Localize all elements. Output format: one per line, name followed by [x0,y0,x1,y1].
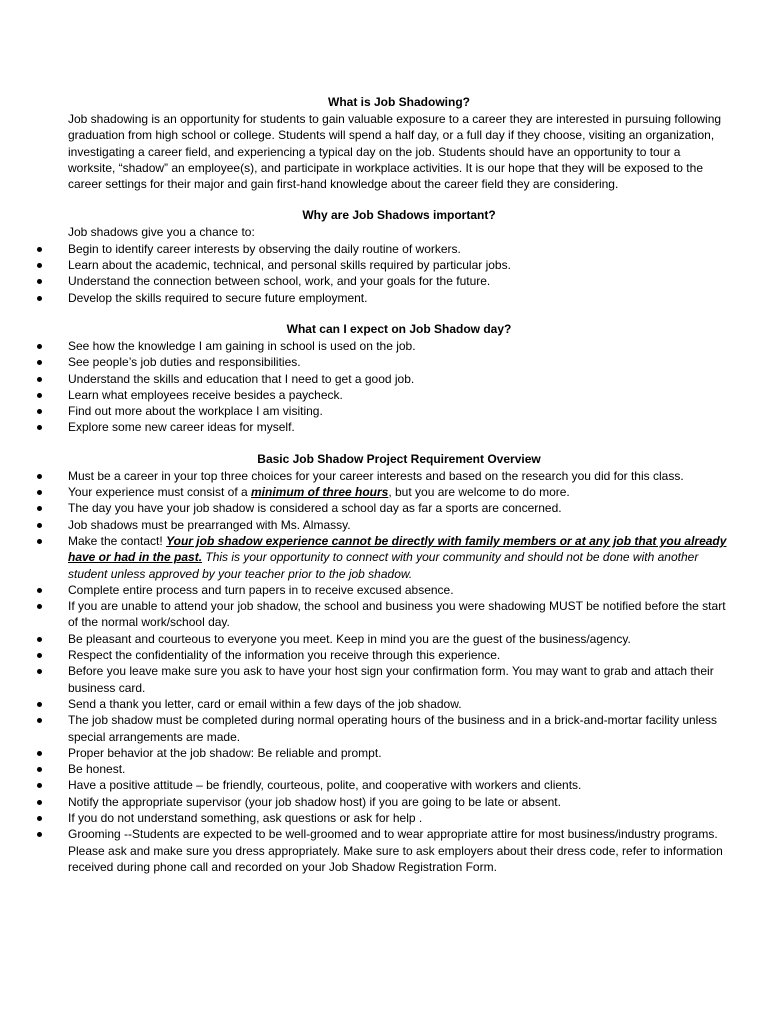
list-item-text: Have a positive attitude – be friendly, courteous, polite, and cooperative with workers and clients. [68,778,582,793]
list-item [68,354,730,370]
list-item [68,484,730,500]
bullet-icon [37,474,42,479]
list-item-text: The day you have your job shadow is considered a school day as far a sports are concerned. [68,501,562,516]
list-item-text: Must be a career in your top three choices for your career interests and based on the research you did for this class. [68,468,684,483]
bullet-icon [37,669,42,674]
list-item [68,500,730,516]
bullet-icon [37,718,42,723]
list-item [68,631,730,647]
bullet-icon [37,247,42,252]
list-item [68,273,730,289]
list-item-text: Complete entire process and turn papers in to receive excused absence. [68,582,454,597]
bullet-icon [37,800,42,805]
bullet-icon [37,767,42,772]
bullet-icon [37,702,42,707]
list-item [68,777,730,793]
list-item-text: The job shadow must be completed during normal operating hours of the business and in a brick-and-mortar facility unless special arrangements are made. [68,713,718,744]
why-section-list [68,241,730,306]
bullet-icon [37,377,42,382]
list-item [68,712,730,745]
requirements-section-list [68,468,730,875]
list-item [68,663,730,696]
emphasized-text: Your job shadow experience cannot be directly with family members or at any job that you already have or had in the past. [68,533,727,565]
list-item-text: Before you leave make sure you ask to have your host sign your confirmation form. You may want to grab and attach their business card. [68,664,714,695]
list-item [68,761,730,777]
list-item-text: Understand the skills and education that I need to get a good job. [68,371,415,386]
bullet-icon [37,279,42,284]
list-item [68,810,730,826]
list-item [68,598,730,631]
list-item-text-after: This is your opportunity to connect with your community and should not be done with another student unless approved by your teacher prior to the job shadow. [68,550,699,581]
list-item-text: Notify the appropriate supervisor (your job shadow host) if you are going to be late or absent. [68,794,561,809]
bullet-icon [37,832,42,837]
list-item-text: Respect the confidentiality of the information you receive through this experience. [68,648,501,663]
list-item [68,241,730,257]
list-item [68,533,730,582]
bullet-icon [37,604,42,609]
list-item-text: Find out more about the workplace I am visiting. [68,404,323,419]
list-item-text: Proper behavior at the job shadow: Be reliable and prompt. [68,745,382,760]
bullet-icon [37,816,42,821]
bullet-icon [37,344,42,349]
list-item-text: Grooming --Students are expected to be well-groomed and to wear appropriate attire for most business/industry programs. Please ask and make sure you dress appropriately. Make sure to ask employers about their dress code, refer to information received during phone call and recorded on your Job Shadow Registration Form. [68,827,723,874]
list-item [68,338,730,354]
bullet-icon [37,637,42,642]
document-page [68,94,730,875]
intro-paragraph: Job shadowing is an opportunity for students to gain valuable exposure to a career they are interested in pursuing following graduation from high school or college. Students will spend a half day, or a full day if they choose, visiting an organization, investigating a career field, and experiencing a typical day on the job. Students should have an opportunity to tour a worksite, “shadow” an employee(s), and participate in workplace activities. It is our hope that they will be exposed to the career settings for their major and gain first-hand knowledge about the career field they are considering. [68,112,722,192]
bullet-icon [37,523,42,528]
list-item-text-after: , but you are welcome to do more. [388,485,570,500]
bullet-icon [37,751,42,756]
list-item-text: Develop the skills required to secure future employment. [68,290,368,305]
bullet-icon [37,539,42,544]
list-item-text: Understand the connection between school, work, and your goals for the future. [68,274,491,289]
bullet-icon [37,588,42,593]
list-item-text: If you do not understand something, ask questions or ask for help . [68,810,423,825]
list-item [68,419,730,435]
list-item [68,745,730,761]
bullet-icon [37,360,42,365]
list-item [68,517,730,533]
list-item-text: Learn about the academic, technical, and personal skills required by particular jobs. [68,258,511,273]
bullet-icon [37,783,42,788]
list-item [68,794,730,810]
bullet-icon [37,409,42,414]
list-item [68,582,730,598]
list-item-text: Begin to identify career interests by observing the daily routine of workers. [68,241,461,256]
why-section-heading: Why are Job Shadows important? [302,208,496,223]
list-item [68,468,730,484]
bullet-icon [37,296,42,301]
document-title: What is Job Shadowing? [328,95,470,109]
list-item-text: Job shadows must be prearranged with Ms. Almassy. [68,517,351,532]
list-item-text: Be honest. [68,762,126,777]
list-item [68,696,730,712]
list-item-text-before: Make the contact! [68,533,167,548]
expect-section-list [68,338,730,436]
bullet-icon [37,490,42,495]
list-item [68,371,730,387]
list-item [68,290,730,306]
list-item [68,403,730,419]
bullet-icon [37,263,42,268]
list-item-text: Learn what employees receive besides a paycheck. [68,387,343,402]
list-item [68,826,730,875]
bullet-icon [37,506,42,511]
list-item-text: If you are unable to attend your job shadow, the school and business you were shadowing MUST be notified before the start of the normal work/school day. [68,599,726,630]
expect-section-heading: What can I expect on Job Shadow day? [286,321,512,336]
list-item-text: See people’s job duties and responsibilities. [68,355,301,370]
list-item [68,257,730,273]
list-item [68,647,730,663]
list-item-text: Send a thank you letter, card or email within a few days of the job shadow. [68,696,462,711]
emphasized-text: minimum of three hours [251,485,389,500]
list-item-text: Be pleasant and courteous to everyone you meet. Keep in mind you are the guest of the business/agency. [68,631,631,646]
requirements-section-heading: Basic Job Shadow Project Requirement Overview [257,451,541,466]
bullet-icon [37,653,42,658]
list-item [68,387,730,403]
list-item-text: See how the knowledge I am gaining in school is used on the job. [68,338,416,353]
bullet-icon [37,393,42,398]
why-section-lead: Job shadows give you a chance to: [68,225,255,240]
list-item-text-before: Your experience must consist of a [68,485,251,500]
list-item-text: Explore some new career ideas for myself. [68,420,295,435]
bullet-icon [37,425,42,430]
